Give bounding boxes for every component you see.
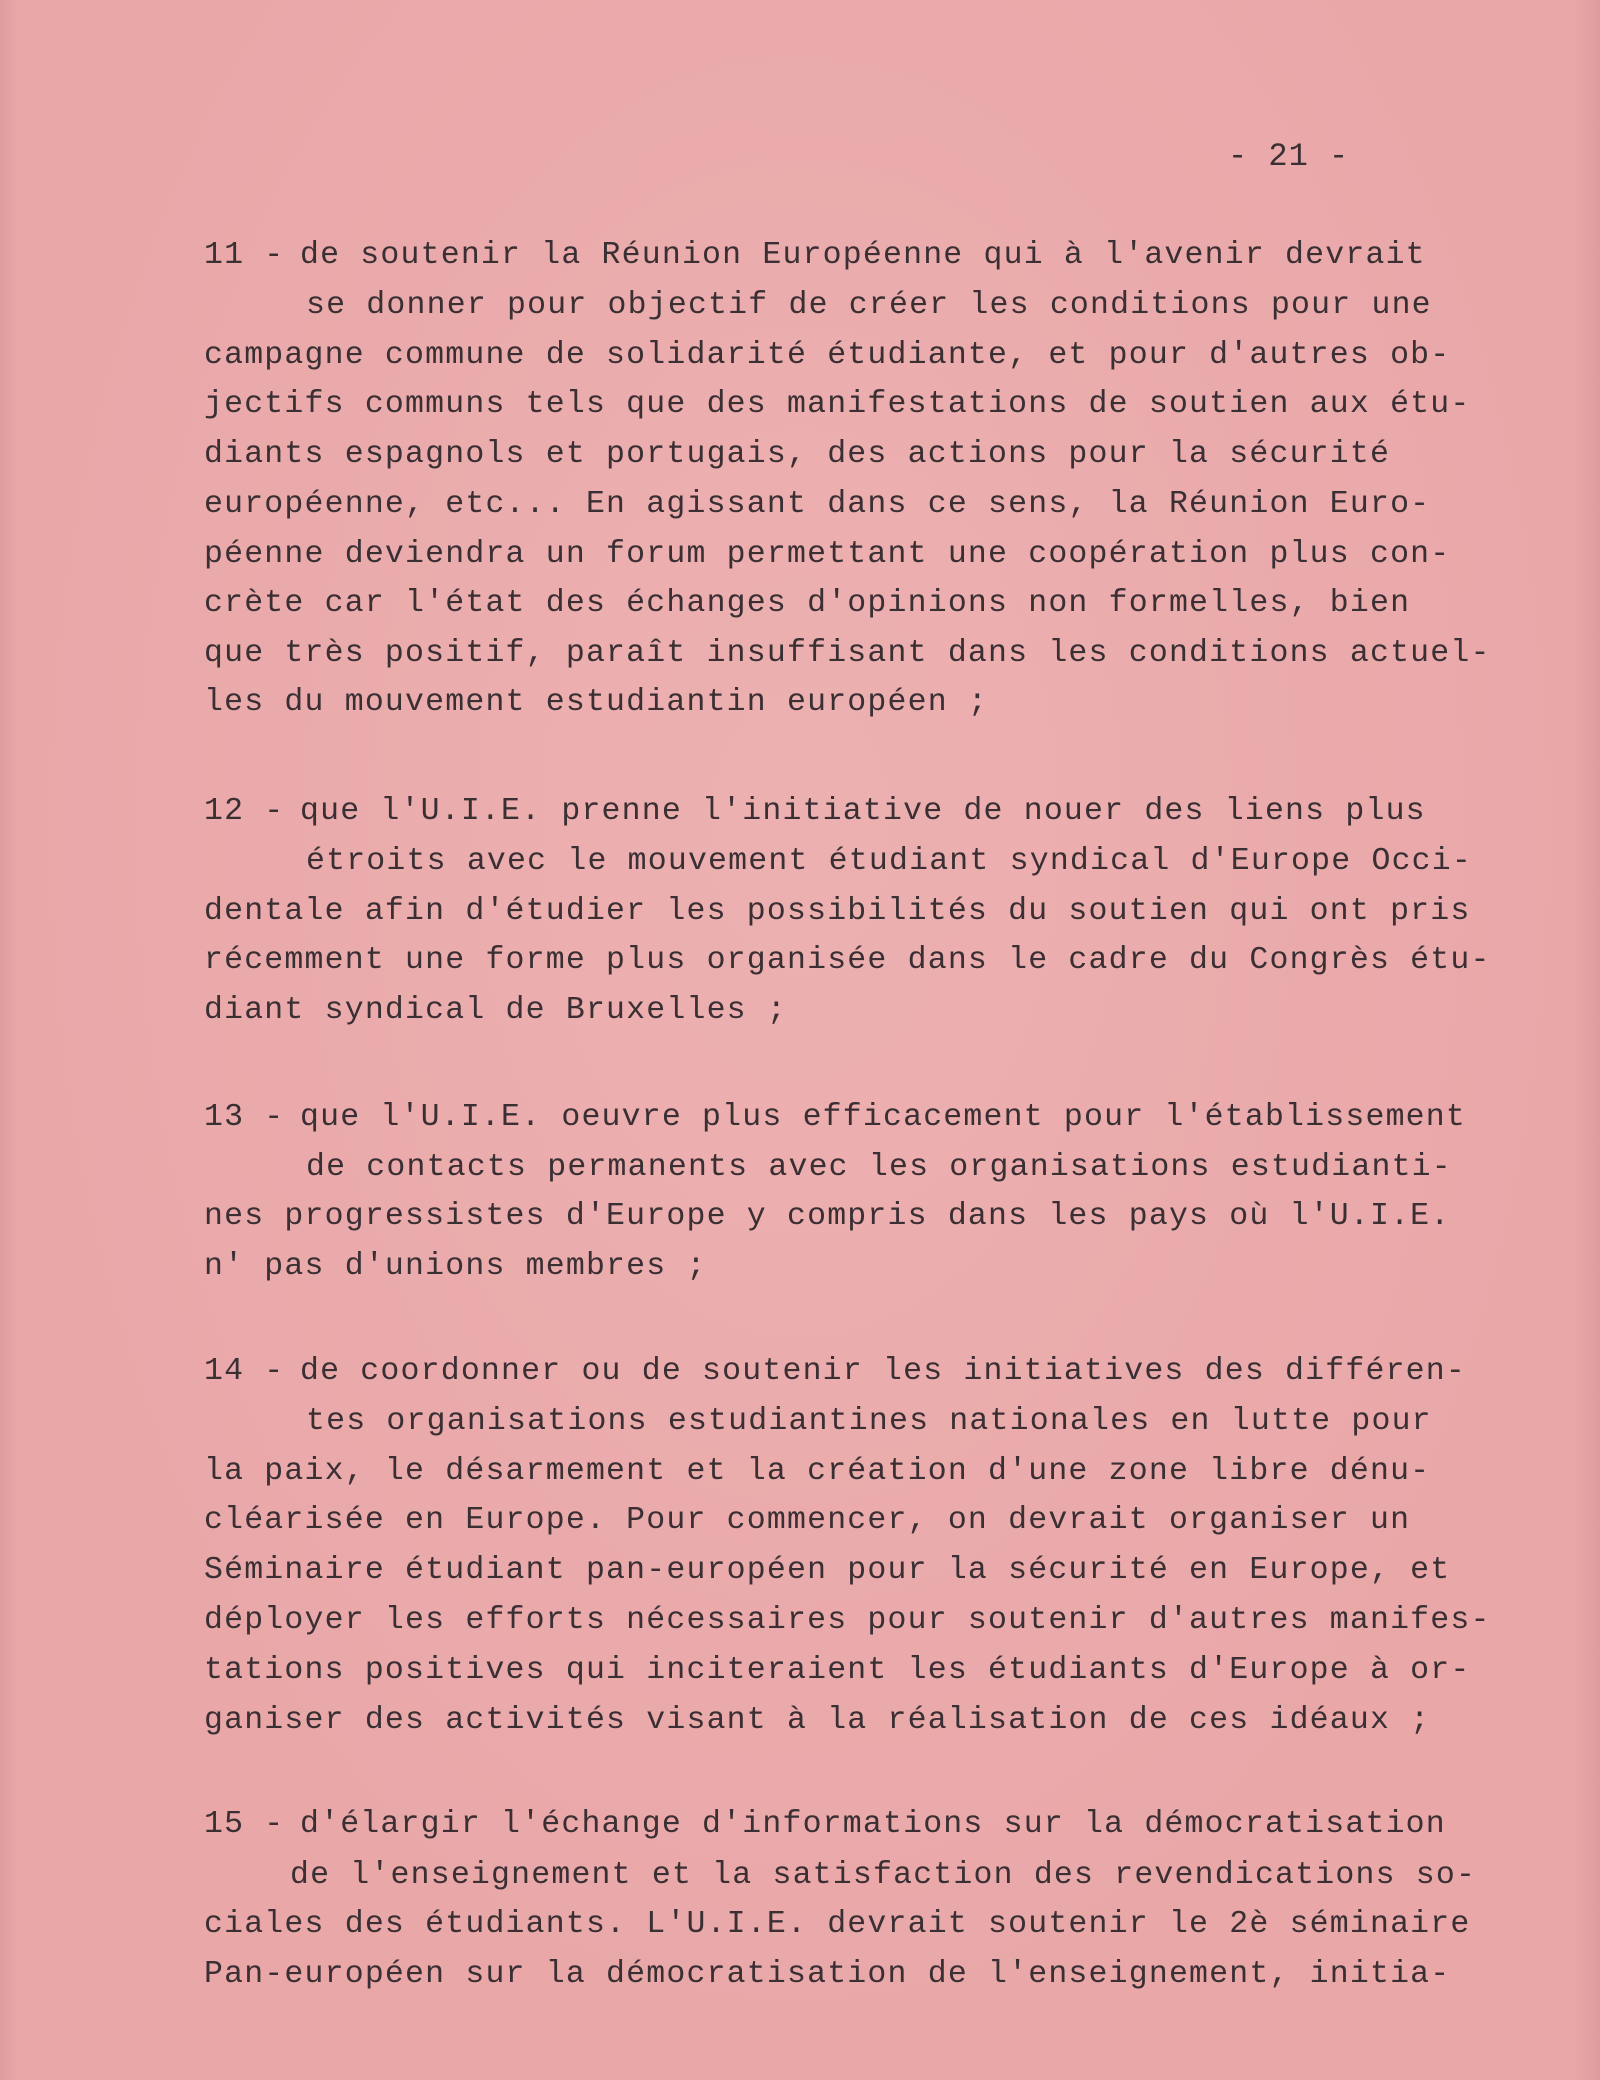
text-line: nes progressistes d'Europe y compris dans les pays où l'U.I.E. xyxy=(204,1199,1451,1234)
text-line: étroits avec le mouvement étudiant syndical d'Europe Occi- xyxy=(306,844,1472,879)
text-line: que l'U.I.E. oeuvre plus efficacement pour l'établissement xyxy=(300,1100,1466,1135)
paragraph-first-line xyxy=(204,792,1426,832)
text-line: européenne, etc... En agissant dans ce sens, la Réunion Euro- xyxy=(204,487,1431,522)
paragraph-first-line xyxy=(204,236,1426,276)
text-line: la paix, le désarmement et la création d'une zone libre dénu- xyxy=(204,1454,1431,1489)
text-line: de l'enseignement et la satisfaction des revendications so- xyxy=(290,1858,1477,1893)
text-line: récemment une forme plus organisée dans le cadre du Congrès étu- xyxy=(204,943,1491,978)
text-line: ganiser des activités visant à la réalisation de ces idéaux ; xyxy=(204,1703,1431,1738)
text-line: Pan-européen sur la démocratisation de l'enseignement, initia- xyxy=(204,1957,1451,1992)
paragraph-first-line xyxy=(204,1805,1446,1845)
text-line: de coordonner ou de soutenir les initiatives des différen- xyxy=(300,1354,1466,1389)
page-number: - 21 - xyxy=(1228,138,1350,175)
text-line: tations positives qui inciteraient les étudiants d'Europe à or- xyxy=(204,1653,1471,1688)
text-line: que l'U.I.E. prenne l'initiative de nouer des liens plus xyxy=(300,794,1426,829)
text-line: péenne deviendra un forum permettant une coopération plus con- xyxy=(204,537,1451,572)
text-line: ciales des étudiants. L'U.I.E. devrait soutenir le 2è séminaire xyxy=(204,1907,1471,1942)
text-line: diants espagnols et portugais, des actions pour la sécurité xyxy=(204,437,1391,472)
text-line: de contacts permanents avec les organisations estudianti- xyxy=(306,1150,1452,1185)
text-line: d'élargir l'échange d'informations sur la démocratisation xyxy=(300,1807,1446,1842)
text-line: Séminaire étudiant pan-européen pour la sécurité en Europe, et xyxy=(204,1553,1451,1588)
paragraph-first-line xyxy=(204,1352,1466,1392)
text-line: diant syndical de Bruxelles ; xyxy=(204,993,787,1028)
paragraph-number: 11 - xyxy=(204,238,285,273)
paragraph-number: 14 - xyxy=(204,1354,285,1389)
text-line: jectifs communs tels que des manifestations de soutien aux étu- xyxy=(204,387,1471,422)
paragraph-number: 13 - xyxy=(204,1100,285,1135)
text-line: de soutenir la Réunion Européenne qui à l'avenir devrait xyxy=(300,238,1426,273)
text-line: crète car l'état des échanges d'opinions non formelles, bien xyxy=(204,586,1411,621)
text-line: dentale afin d'étudier les possibilités du soutien qui ont pris xyxy=(204,894,1471,929)
text-line: tes organisations estudiantines nationales en lutte pour xyxy=(306,1404,1432,1439)
text-line: déployer les efforts nécessaires pour soutenir d'autres manifes- xyxy=(204,1603,1491,1638)
text-line: campagne commune de solidarité étudiante, et pour d'autres ob- xyxy=(204,338,1451,373)
text-line: n' pas d'unions membres ; xyxy=(204,1249,707,1284)
paragraph-number: 12 - xyxy=(204,794,285,829)
text-line: se donner pour objectif de créer les conditions pour une xyxy=(306,288,1432,323)
text-line: les du mouvement estudiantin européen ; xyxy=(204,685,989,720)
paragraph-first-line xyxy=(204,1098,1466,1138)
text-line: cléarisée en Europe. Pour commencer, on devrait organiser un xyxy=(204,1503,1411,1538)
text-line: que très positif, paraît insuffisant dans les conditions actuel- xyxy=(204,636,1491,671)
paragraph-number: 15 - xyxy=(204,1807,285,1842)
